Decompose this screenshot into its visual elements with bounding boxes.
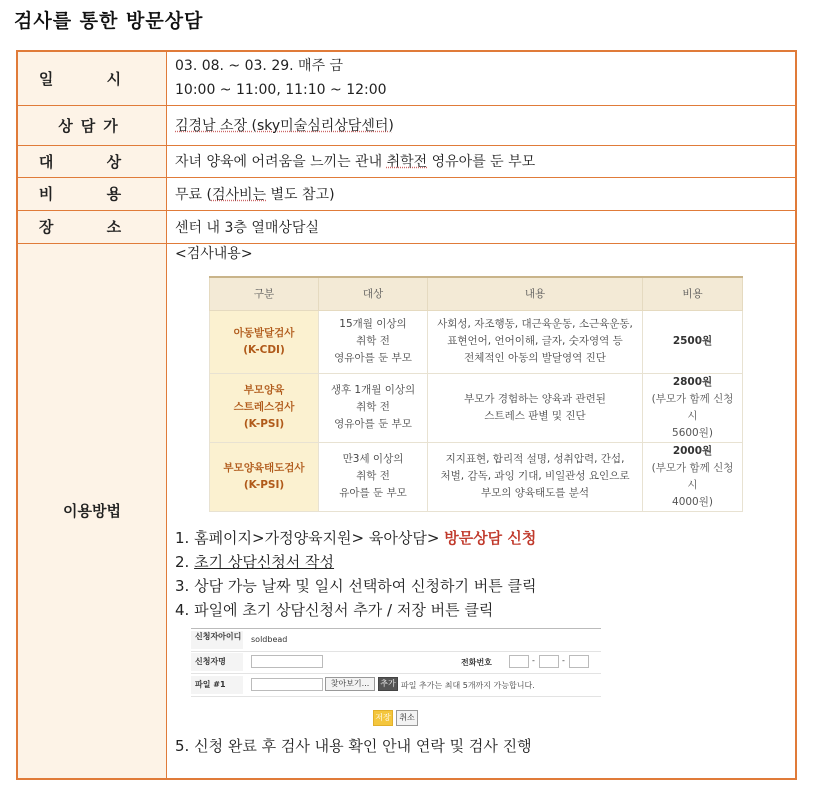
schedule-label: 일 시 [17,51,167,105]
row-target [17,145,796,177]
step-5: 5. 신청 완료 후 검사 내용 확인 안내 연락 및 검사 진행 [175,736,532,755]
applicant-id-label: 신청자아이디 [191,631,243,649]
file-path-input[interactable] [251,678,323,691]
page-title: 검사를 통한 방문상담 [14,10,204,32]
phone-sep-1: - [532,655,535,665]
test-content-table [209,276,743,512]
row-place [17,210,796,243]
step-1: 1. 홈페이지>가정양육지원> 육아상담> 방문상담 신청 [175,528,537,547]
cell-target: 생후 1개월 이상의 취학 전 영유아를 둔 부모 [319,373,428,442]
form-row-applicant-id [191,628,601,652]
target-text-underlined: 취학전 [386,154,428,170]
cancel-button[interactable]: 취소 [396,710,418,726]
cell-cost: 2000원 (부모가 함께 신청 시 4000원) [643,442,743,511]
applicant-name-input[interactable] [251,655,323,668]
cost-text-underlined: 검사비는 [211,186,267,203]
header-content: 내용 [428,277,643,311]
cell-content: 사회성, 자조행동, 대근육운동, 소근육운동, 표현언어, 언어이해, 글자, 숫자영역 등 전체적인 아동의 발달영역 진단 [428,310,643,373]
cell-target: 15개월 이상의 취학 전 영유아를 둔 부모 [319,310,428,373]
row-cost [17,177,796,210]
save-button[interactable]: 저장 [373,710,393,726]
method-label: 이용방법 [17,243,167,779]
header-cost: 비용 [643,277,743,311]
table-row [210,310,743,373]
phone-input-2[interactable] [539,655,559,668]
row-counselor [17,105,796,145]
step-3: 3. 상담 가능 날짜 및 일시 선택하여 신청하기 버튼 클릭 [175,576,537,595]
test-table-header [210,277,743,311]
file-label: 파일 #1 [191,676,243,694]
counselor-value [167,105,797,145]
method-content [167,243,797,779]
cell-content: 지지표현, 합리적 설명, 성취압력, 간섭, 처벌, 감독, 과잉 기대, 비일관성 요인으로 부모의 양육태도를 분석 [428,442,643,511]
step-2: 2. 초기 상담신청서 작성 [175,552,335,571]
form-row-file [191,674,601,697]
cell-target: 만3세 이상의 취학 전 유아를 둔 부모 [319,442,428,511]
cost-label: 비 용 [17,177,167,210]
target-text-post: 영유아를 둔 부모 [427,154,536,170]
header-category: 구분 [210,277,319,311]
cell-category: 부모양육태도검사 (K-PSI) [210,442,319,511]
schedule-value [167,51,797,105]
cell-content: 부모가 경험하는 양육과 관련된 스트레스 판별 및 진단 [428,373,643,442]
phone-sep-2: - [562,655,565,665]
cell-category: 아동발달검사 (K-CDI) [210,310,319,373]
target-text-pre: 자녀 양육에 어려움을 느끼는 관내 [175,154,387,170]
schedule-date: 03. 08. ~ 03. 29. 매주 금 [175,58,344,75]
cell-category: 부모양육 스트레스검사 (K-PSI) [210,373,319,442]
header-target: 대상 [319,277,428,311]
row-schedule [17,51,796,105]
table-row [210,373,743,442]
visit-counsel-apply-link: 방문상담 신청 [444,528,537,547]
place-label: 장 소 [17,210,167,243]
cost-value [167,177,797,210]
add-file-button[interactable]: 추가 [378,677,398,691]
counselor-label: 상담가 [17,105,167,145]
phone-input-1[interactable] [509,655,529,668]
schedule-time: 10:00 ~ 11:00, 11:10 ~ 12:00 [175,82,387,99]
steps-list [175,526,537,622]
phone-input-3[interactable] [569,655,589,668]
cell-cost: 2800원 (부모가 함께 신청 시 5600원) [643,373,743,442]
applicant-id-value: soldbead [251,634,288,644]
cell-cost: 2500원 [643,310,743,373]
place-value: 센터 내 3층 열매상담실 [167,210,797,243]
browse-button[interactable]: 찾아보기... [325,677,375,691]
target-label: 대 상 [17,145,167,177]
target-value [167,145,797,177]
cost-text-pre: 무료 ( [175,186,212,203]
table-row [210,442,743,511]
row-method [17,243,796,779]
program-info-table [16,50,797,780]
phone-label: 전화번호 [461,657,492,667]
applicant-name-label: 신청자명 [191,653,243,671]
application-form-screenshot [191,628,601,698]
cost-text-post: 별도 참고) [266,186,335,203]
test-content-heading: <검사내용> [175,245,253,262]
form-row-applicant-name [191,651,601,674]
step-4: 4. 파일에 초기 상담신청서 추가 / 저장 버튼 클릭 [175,600,494,619]
file-hint: 파일 추가는 최대 5개까지 가능합니다. [401,680,535,690]
initial-form-link: 초기 상담신청서 작성 [194,552,335,571]
counselor-text: 김경남 소장 (sky미술심리상담센터) [175,118,394,134]
